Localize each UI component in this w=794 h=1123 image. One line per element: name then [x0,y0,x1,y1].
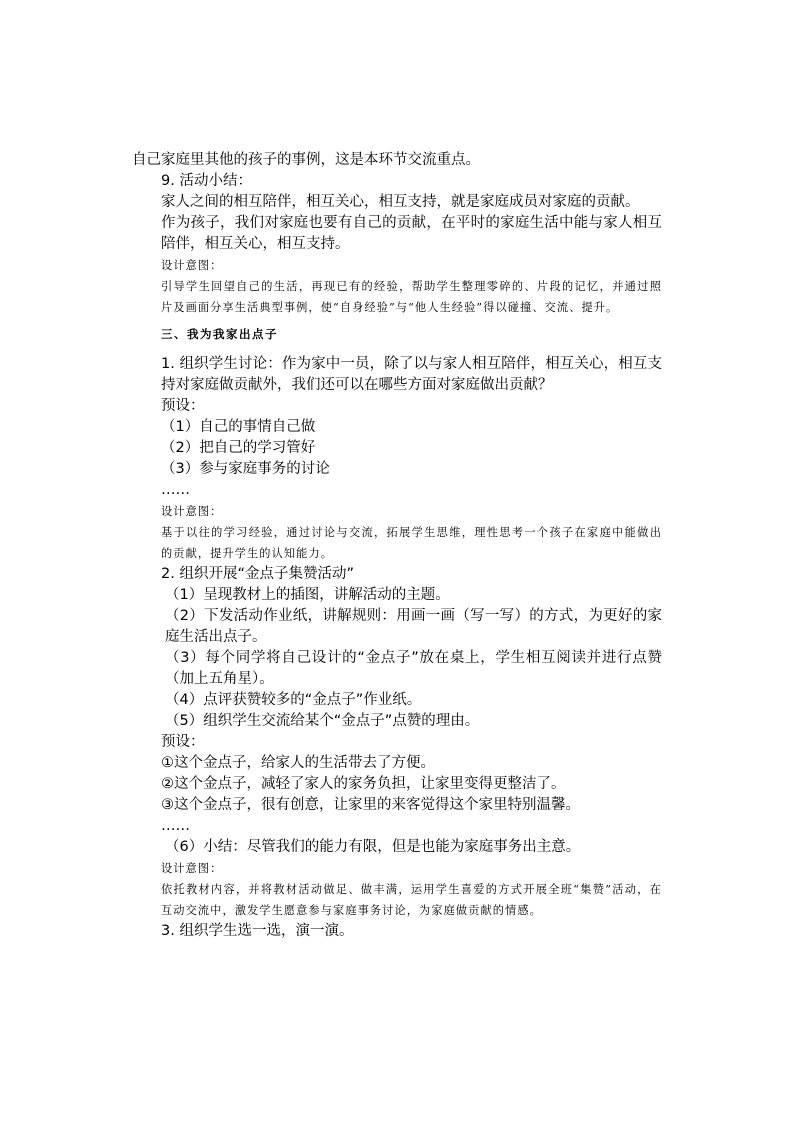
preset-label: 预设： [161,398,205,414]
list-item: （2）下发活动作业纸，讲解规则：用画一画（写一写）的方式，为更好的家庭生活出点子。 [165,608,662,645]
ellipsis: …… [161,818,190,834]
design-intent-text: 依托教材内容，并将教材活动做足、做丰满，运用学生喜爱的方式开展全班“集赞”活动，在互动交流中，激发学生愿意参与家庭事务讨论，为家庭做贡献的情感。 [161,883,662,917]
list-item: （1）呈现教材上的插图，讲解活动的主题。 [165,587,450,603]
design-intent-text: 基于以往的学习经验，通过讨论与交流，拓展学生思维，理性思考一个孩子在家庭中能做出的贡献，提升学生的认知能力。 [161,526,662,560]
design-intent-label: 设计意图： [161,862,223,875]
step-2-heading: 2. 组织开展“金点子集赞活动” [161,566,354,582]
list-item: （1）自己的事情自己做 [161,419,316,435]
step-1-text: 1. 组织学生讨论：作为家中一员，除了以与家人相互陪伴，相互关心，相互支持对家庭做贡献外，我们还可以在哪些方面对家庭做出贡献？ [161,356,662,393]
list-item: （3）每个同学将自己设计的“金点子”放在桌上，学生相互阅读并进行点赞（加上五角星）。 [165,650,662,687]
ellipsis: …… [161,482,190,498]
section-heading: 三、我为我家出点子 [161,327,278,341]
list-item: （5）组织学生交流给某个“金点子”点赞的理由。 [165,713,480,729]
list-item: （4）点评获赞较多的“金点子”作业纸。 [165,692,422,708]
list-item: （2）把自己的学习管好 [161,440,316,456]
list-item: （6）小结：尽管我们的能力有限，但是也能为家庭事务出主意。 [165,839,581,855]
step-3-heading: 3. 组织学生选一选，演一演。 [161,923,354,939]
list-item: ②这个金点子，减轻了家人的家务负担，让家里变得更整洁了。 [161,776,566,792]
list-item: ③这个金点子，很有创意，让家里的来客觉得这个家里特别温馨。 [161,797,580,813]
preset-label: 预设： [161,734,205,750]
step-9-heading: 9. 活动小结： [161,173,252,189]
design-intent-label: 设计意图： [161,259,223,272]
design-intent-text: 引导学生回望自己的生活，再现已有的经验，帮助学生整理零碎的、片段的记忆，并通过照片及画面分享生活典型事例，使“自身经验”与“他人生经验”得以碰撞、交流、提升。 [161,280,662,314]
summary-paragraph: 作为孩子，我们对家庭也要有自己的贡献，在平时的家庭生活中能与家人相互陪伴，相互关心，相互支持。 [161,215,662,252]
summary-text: 家人之间的相互陪伴，相互关心，相互支持，就是家庭成员对家庭的贡献。 [161,194,640,210]
list-item: （3）参与家庭事务的讨论 [161,461,330,477]
document-page [132,150,662,942]
design-intent-label: 设计意图： [161,505,223,518]
list-item: ①这个金点子，给家人的生活带去了方便。 [161,755,435,771]
body-text-line: 自己家庭里其他的孩子的事例，这是本环节交流重点。 [132,152,480,168]
